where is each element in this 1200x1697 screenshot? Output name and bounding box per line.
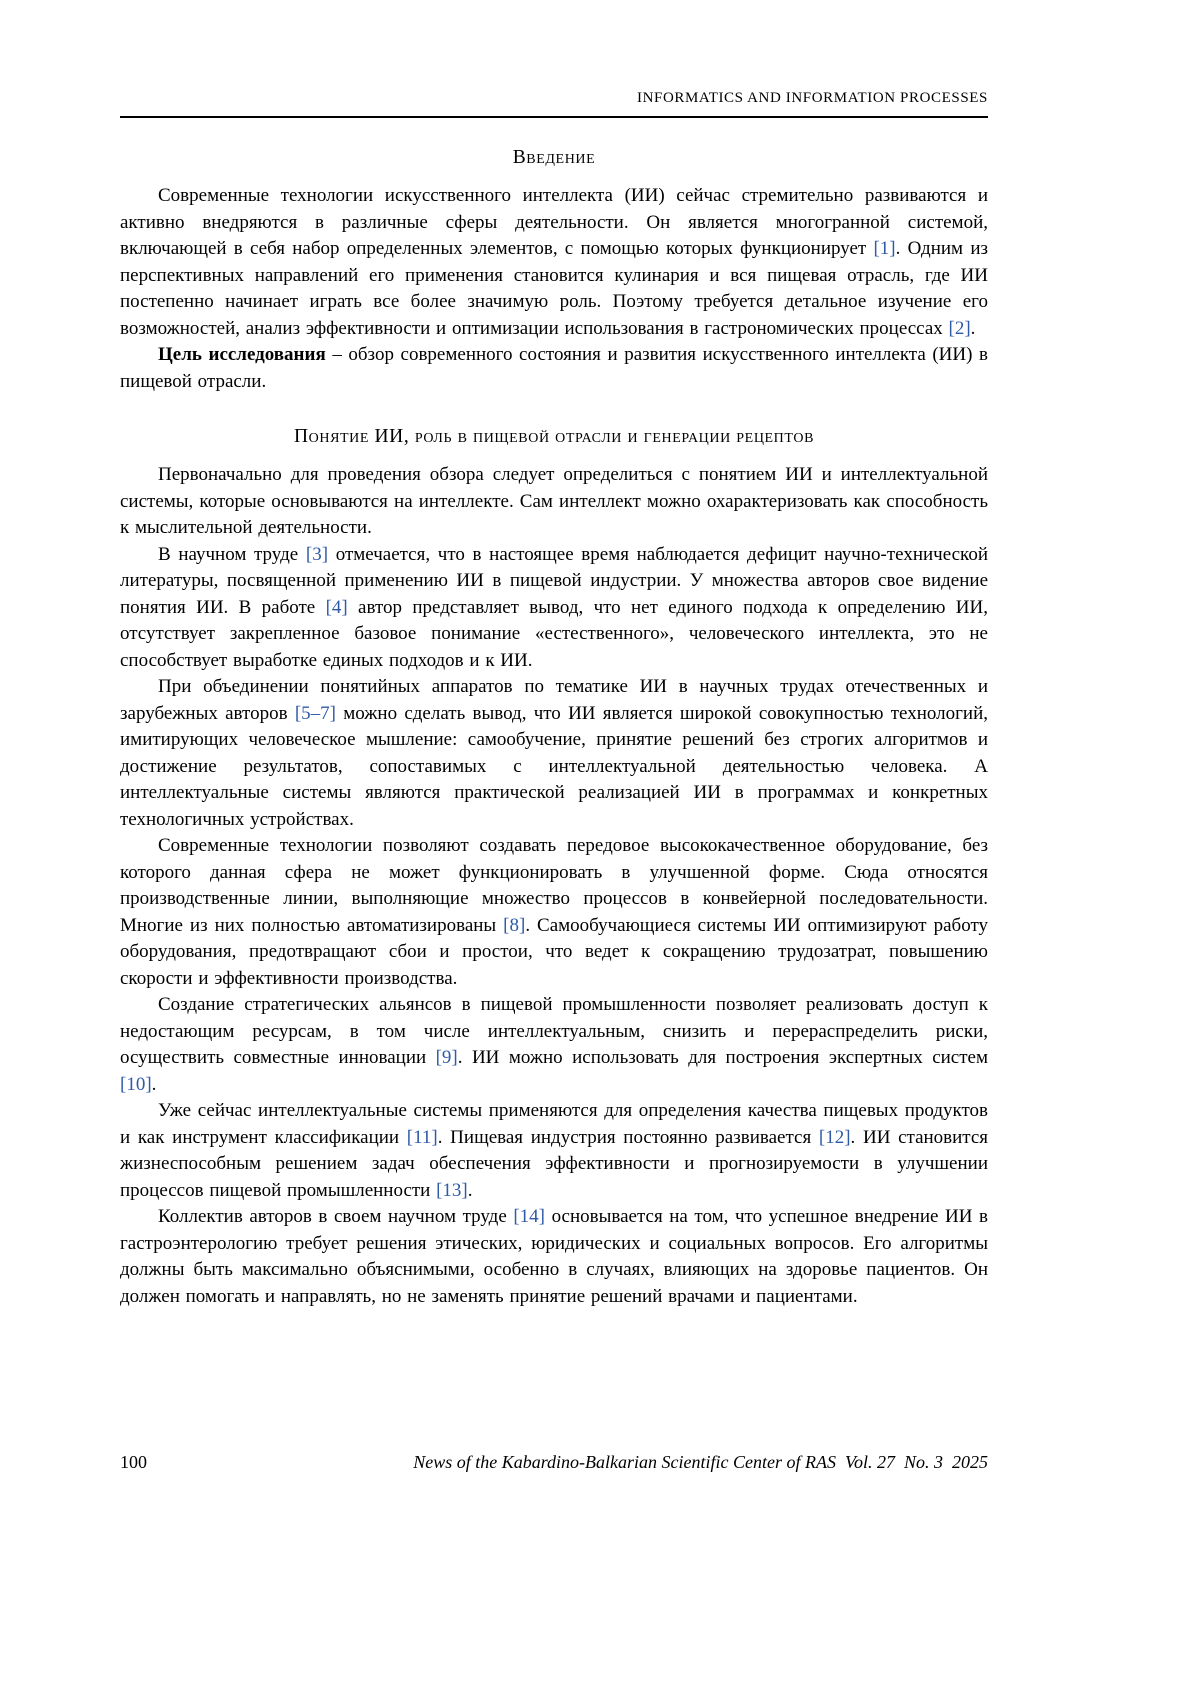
paragraph xyxy=(120,992,988,1098)
text-run: автор представляет вывод, что нет единого подхода к определению ИИ, отсутствует закрепленное базовое понимание «естественного», человеческого интеллекта, это не способствует выработке единых подходов и к ИИ. xyxy=(120,596,988,671)
paragraph xyxy=(120,342,988,395)
text-run: В научном труде xyxy=(158,543,306,565)
running-title: INFORMATICS AND INFORMATION PROCESSES xyxy=(636,90,988,106)
citation-link[interactable]: [5–7] xyxy=(294,702,336,724)
text-run: Первоначально для проведения обзора следует определиться с понятием ИИ и интеллектуальной системы, которые основываются на интеллекте. Сам интеллект можно охарактеризовать как способность к мыслительной деятельности. xyxy=(120,464,988,538)
paragraph xyxy=(120,1204,988,1310)
text-run: . Пищевая индустрия постоянно развивается xyxy=(437,1126,819,1148)
citation-link[interactable]: [11] xyxy=(406,1126,438,1148)
text-run: Коллектив авторов в своем научном труде xyxy=(158,1206,514,1227)
citation-link[interactable]: [10] xyxy=(120,1073,152,1095)
page-number: 100 xyxy=(120,1452,147,1472)
paragraph xyxy=(120,462,988,542)
text-run: . Одним из перспективных направлений его применения становится кулинария и вся пищевая отрасль, где ИИ постепенно начинает играть все более значимую роль. Поэтому требуется детальное изучение его возможностей, анализ эффективности и оптимизации использования в гастрономических процессах xyxy=(120,238,988,339)
paragraph xyxy=(120,183,988,342)
citation-link[interactable]: [12] xyxy=(818,1126,851,1148)
text-run: . xyxy=(467,1179,473,1201)
paragraph xyxy=(120,833,988,992)
bold-run: Цель исследования xyxy=(158,344,326,365)
text-run: . ИИ можно использовать для построения экспертных систем xyxy=(457,1047,988,1068)
citation-link[interactable]: [9] xyxy=(435,1047,458,1068)
journal-line: News of the Kabardino-Balkarian Scientific Center of RAS Vol. 27 No. 3 2025 xyxy=(413,1452,988,1472)
text-run: – обзор современного состояния и развития искусственного интеллекта (ИИ) в пищевой отрасли. xyxy=(120,344,988,392)
page-footer xyxy=(120,1450,988,1474)
citation-link[interactable]: [4] xyxy=(325,596,348,618)
text-run: . xyxy=(151,1073,157,1095)
article-body xyxy=(120,144,988,1310)
text-run: . xyxy=(970,317,976,339)
paragraph xyxy=(120,1098,988,1204)
citation-link[interactable]: [2] xyxy=(948,317,971,339)
paragraph xyxy=(120,674,988,833)
citation-link[interactable]: [3] xyxy=(305,543,329,565)
text-run: Современные технологии позволяют создавать передовое высококачественное оборудование, без которого данная сфера не может функционировать в улучшенной форме. Сюда относятся производственные линии, выполняющие множество процессов в конвейерной последовательности. Многие из них полностью автоматизированы xyxy=(120,835,988,936)
section-heading-ai-concept: Понятие ИИ, роль в пищевой отрасли и генерации рецептов xyxy=(293,426,815,447)
section-heading-introduction: Введение xyxy=(512,147,596,168)
page-header xyxy=(120,88,988,118)
text-run: При объединении понятийных аппаратов по тематике ИИ в научных трудах отечественных и зарубежных авторов xyxy=(120,676,988,724)
text-run: основывается на том, что успешное внедрение ИИ в гастроэнтерологию требует решения этических, юридических и социальных вопросов. Его алгоритмы должны быть максимально объяснимыми, особенно в случаях, влияющих на здоровье пациентов. Он должен помогать и направлять, но не заменять принятие решений врачами и пациентами. xyxy=(120,1206,988,1307)
text-run: можно сделать вывод, что ИИ является широкой совокупностью технологий, имитирующих человеческое мышление: самообучение, принятие решений без строгих алгоритмов и достижение результатов, сопоставимых с интеллектуальной деятельностью человека. А интеллектуальные системы являются практической реализацией ИИ в программах и конкретных технологичных устройствах. xyxy=(120,702,988,830)
citation-link[interactable]: [8] xyxy=(503,914,526,936)
text-run: . ИИ становится жизнеспособным решением задач обеспечения эффективности и прогнозируемости в улучшении процессов пищевой промышленности xyxy=(120,1126,989,1201)
text-run: Современные технологии искусственного интеллекта (ИИ) сейчас стремительно развиваются и активно внедряются в различные сферы деятельности. Он является многогранной системой, включающей в себя набор определенных элементов, с помощью которых функционирует xyxy=(120,185,988,259)
text-run: . Самообучающиеся системы ИИ оптимизируют работу оборудования, предотвращают сбои и простои, что ведет к сокращению трудозатрат, повышению скорости и эффективности производства. xyxy=(120,914,988,989)
text-run: отмечается, что в настоящее время наблюдается дефицит научно-технической литературы, посвященной применению ИИ в пищевой индустрии. У множества авторов свое видение понятия ИИ. В работе xyxy=(120,543,988,618)
text-run: Создание стратегических альянсов в пищевой промышленности позволяет реализовать доступ к недостающим ресурсам, в том числе интеллектуальным, снизить и перераспределить риски, осуществить совместные инновации xyxy=(120,994,988,1068)
text-run: Уже сейчас интеллектуальные системы применяются для определения качества пищевых продуктов и как инструмент классификации xyxy=(120,1100,988,1148)
citation-link[interactable]: [14] xyxy=(513,1206,545,1227)
header-rule xyxy=(120,116,988,118)
paragraph xyxy=(120,542,988,675)
citation-link[interactable]: [13] xyxy=(436,1179,468,1201)
citation-link[interactable]: [1] xyxy=(873,238,896,259)
